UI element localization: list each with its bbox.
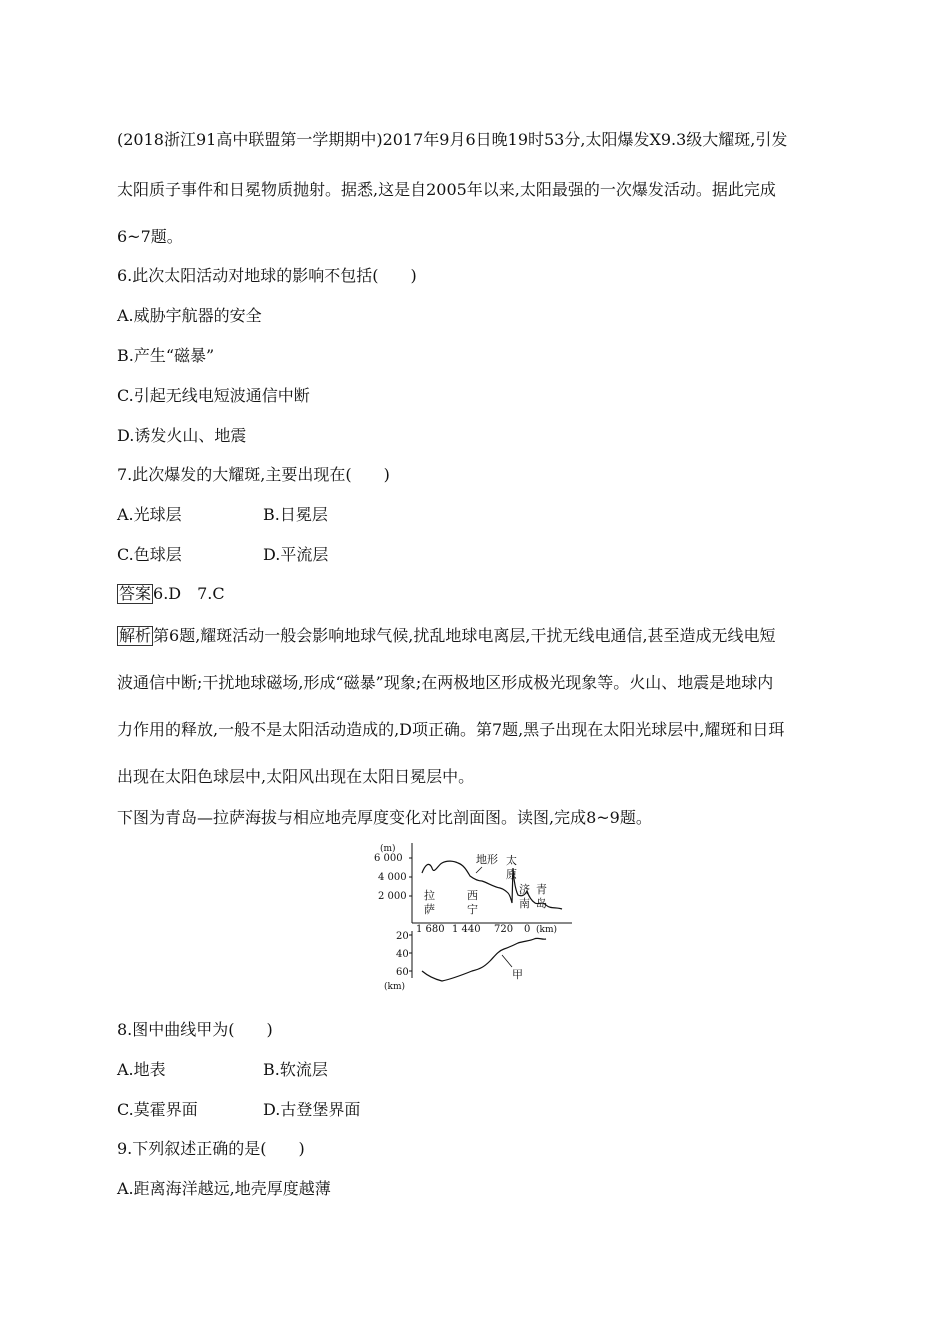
question-6-stem: 6.此次太阳活动对地球的影响不包括( ) <box>117 266 417 285</box>
city-taiyuan-1: 太 <box>506 854 517 867</box>
question-6-option-c: C.引起无线电短波通信中断 <box>117 386 310 405</box>
x-tick-1440: 1 440 <box>452 924 481 935</box>
jia-label: 甲 <box>512 968 523 981</box>
lower-tick-60: 60 <box>396 967 409 978</box>
question-7-stem: 7.此次爆发的大耀斑,主要出现在( ) <box>117 465 390 484</box>
question-6-option-d: D.诱发火山、地震 <box>117 426 247 445</box>
terrain-label: 地形 <box>476 853 498 866</box>
analysis-text-1: 第6题,耀斑活动一般会影响地球气候,扰乱地球电离层,干扰无线电通信,甚至造成无线电短 <box>153 626 776 645</box>
answer-line <box>117 584 225 604</box>
answer-tag: 答案 <box>119 584 152 603</box>
city-xining-2: 宁 <box>467 903 478 916</box>
profile-figure <box>372 843 592 1003</box>
answer-text: 6.D 7.C <box>153 584 225 603</box>
intro-line-3: 6~7题。 <box>117 227 183 246</box>
question-6-option-a: A.威胁宇航器的安全 <box>117 306 262 325</box>
lower-tick-20: 20 <box>396 931 409 942</box>
city-jinan-2: 南 <box>519 897 530 910</box>
upper-tick-2000: 2 000 <box>378 891 407 902</box>
city-jinan-1: 济 <box>519 883 530 896</box>
city-lhasa-2: 萨 <box>424 903 435 916</box>
curve-jia <box>422 938 546 981</box>
intro-line-2: 太阳质子事件和日冕物质抛射。据悉,这是自2005年以来,太阳最强的一次爆发活动。据此完成 <box>117 180 776 199</box>
analysis-tag: 解析 <box>119 626 152 645</box>
figure-intro: 下图为青岛—拉萨海拔与相应地壳厚度变化对比剖面图。读图,完成8~9题。 <box>117 808 652 827</box>
upper-unit: (m) <box>380 844 396 854</box>
question-8-option-a: A.地表 <box>117 1060 166 1079</box>
question-8-option-c: C.莫霍界面 <box>117 1100 198 1119</box>
intro-line-1: (2018浙江91高中联盟第一学期期中)2017年9月6日晚19时53分,太阳爆发X9.3级大耀斑,引发 <box>117 130 788 149</box>
question-9-option-a: A.距离海洋越远,地壳厚度越薄 <box>117 1179 331 1198</box>
analysis-line-3: 力作用的释放,一般不是太阳活动造成的,D项正确。第7题,黑子出现在太阳光球层中,耀斑和日珥 <box>117 720 785 739</box>
question-7-option-d: D.平流层 <box>263 545 329 564</box>
question-8-stem: 8.图中曲线甲为( ) <box>117 1020 273 1039</box>
question-7-option-c: C.色球层 <box>117 545 182 564</box>
lower-tick-40: 40 <box>396 949 409 960</box>
question-7-option-a: A.光球层 <box>117 505 182 524</box>
question-8-option-b: B.软流层 <box>263 1060 328 1079</box>
x-unit: (km) <box>536 925 558 935</box>
question-8-option-d: D.古登堡界面 <box>263 1100 361 1119</box>
analysis-line-4: 出现在太阳色球层中,太阳风出现在太阳日冕层中。 <box>117 767 475 786</box>
city-taiyuan-2: 原 <box>506 868 517 881</box>
question-7-option-b: B.日冕层 <box>263 505 328 524</box>
city-lhasa-1: 拉 <box>424 889 435 902</box>
city-qingdao-1: 青 <box>536 883 547 896</box>
city-xining-1: 西 <box>467 889 478 902</box>
analysis-line-2: 波通信中断;干扰地球磁场,形成“磁暴”现象;在两极地区形成极光现象等。火山、地震是地球内 <box>117 673 774 692</box>
analysis-line-1 <box>117 626 776 646</box>
upper-tick-6000: 6 000 <box>374 853 403 864</box>
x-tick-720: 720 <box>494 924 514 935</box>
question-9-stem: 9.下列叙述正确的是( ) <box>117 1139 305 1158</box>
city-qingdao-2: 岛 <box>536 897 547 910</box>
question-6-option-b: B.产生“磁暴” <box>117 346 215 365</box>
upper-tick-4000: 4 000 <box>378 872 407 883</box>
x-tick-0: 0 <box>524 924 531 935</box>
x-tick-1680: 1 680 <box>416 924 445 935</box>
lower-unit: (km) <box>384 982 406 992</box>
